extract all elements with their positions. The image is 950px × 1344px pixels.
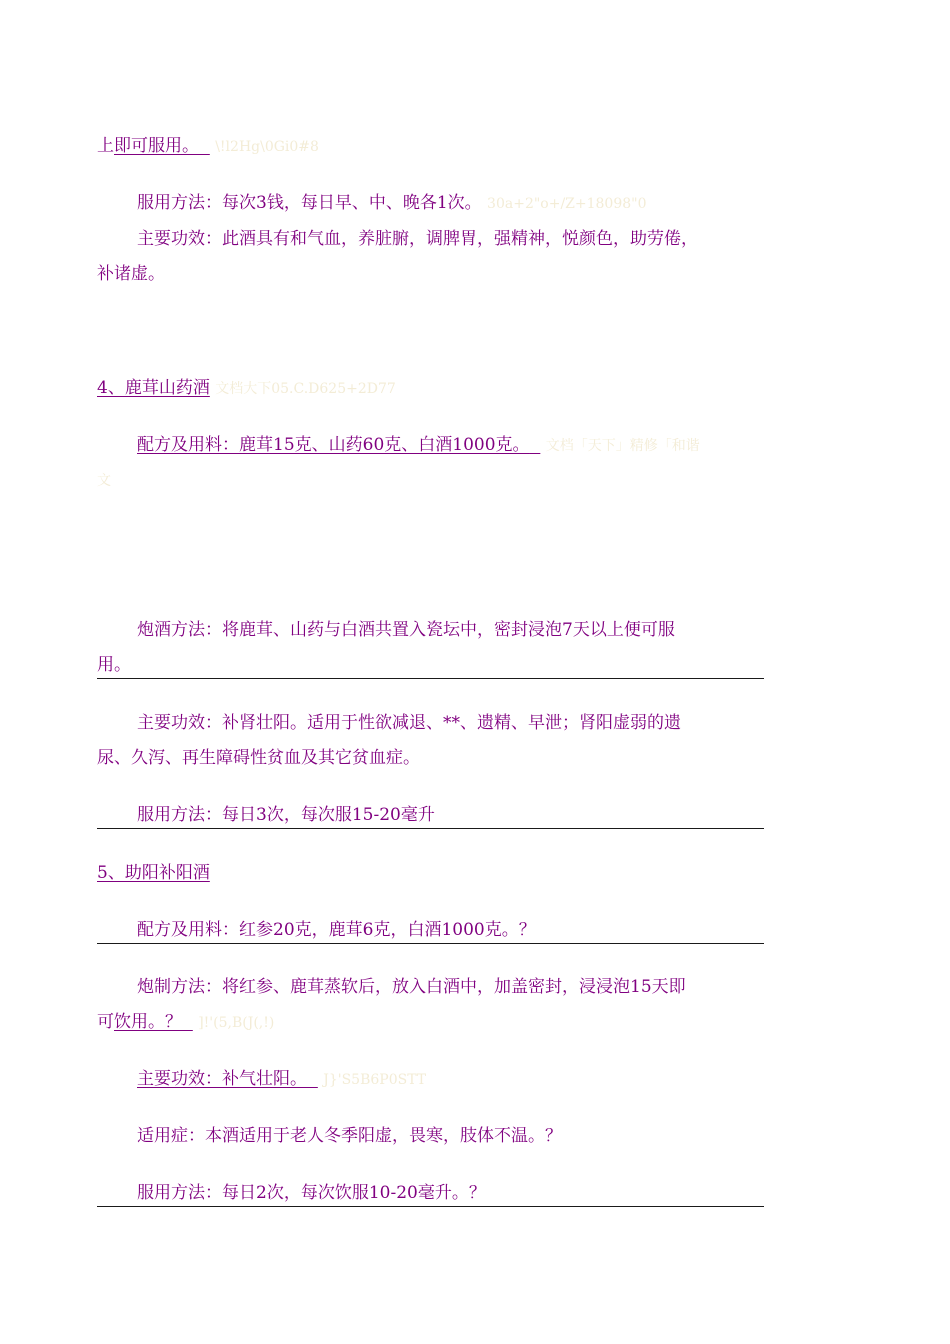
- line-1: [97, 135, 319, 158]
- line-2: [137, 192, 647, 215]
- line-10: 服用方法：每日3次，每次服15-20毫升: [137, 805, 435, 825]
- watermark-text: ]!'(5,B(J(,!): [198, 1015, 275, 1031]
- underlined-text: 饮用。？: [114, 1012, 182, 1032]
- line-15: 适用症：本酒适用于老人冬季阳虚，畏寒，肢体不温。？: [137, 1126, 562, 1146]
- line-12: 炮制方法：将红参、鹿茸蒸软后，放入白酒中，加盖密封，浸浸泡15天即: [137, 977, 686, 997]
- horizontal-rule: [97, 1206, 764, 1207]
- text-fragment: 可: [97, 1012, 114, 1032]
- line-6: 炮酒方法：将鹿茸、山药与白酒共置入瓷坛中，密封浸泡7天以上便可服: [137, 620, 675, 640]
- underlined-text: 即可服用。: [114, 136, 199, 156]
- line-9: 尿、久泻、再生障碍性贫血及其它贫血症。: [97, 748, 420, 768]
- line-3: 主要功效：此酒具有和气血，养脏腑，调脾胃，强精神，悦颜色，助劳倦，: [137, 229, 698, 249]
- effect-text: 主要功效：补气壮阳。: [137, 1069, 307, 1089]
- line-4: 补诸虚。: [97, 264, 165, 284]
- section-heading-5: [97, 862, 210, 884]
- line-5: [137, 434, 700, 457]
- horizontal-rule: [97, 828, 764, 829]
- line-8: 主要功效：补肾壮阳。适用于性欲减退、**、遗精、早泄；肾阳虚弱的遗: [137, 713, 681, 733]
- horizontal-rule: [97, 678, 764, 679]
- horizontal-rule: [97, 943, 764, 944]
- watermark-text: 文档「天下」精修「和谐: [545, 438, 700, 454]
- usage-text: 服用方法：每次3钱，每日早、中、晚各1次。: [137, 193, 482, 213]
- watermark-text: J}'S5B6P0STT: [323, 1072, 427, 1088]
- line-11: 配方及用料：红参20克，鹿茸6克，白酒1000克。？: [137, 920, 536, 940]
- recipe-text: 配方及用料：鹿茸15克、山药60克、白酒1000克。: [137, 435, 530, 455]
- line-16: 服用方法：每日2次，每次饮服10-20毫升。？: [137, 1183, 486, 1203]
- heading-text: 4、鹿茸山药酒: [97, 378, 210, 398]
- line-7: 用。: [97, 655, 131, 675]
- watermark-text: 文档大下05.C.D625+2D77: [215, 381, 396, 397]
- heading-text: 5、助阳补阳酒: [97, 863, 210, 883]
- watermark-text: 文: [97, 473, 111, 489]
- line-13: [97, 1011, 274, 1034]
- watermark-text: \!l2Hg\0Gi0#8: [215, 139, 319, 155]
- text-fragment: 上: [97, 136, 114, 156]
- line-14: [137, 1068, 426, 1091]
- section-heading-4: [97, 377, 396, 400]
- watermark-text: 30a+2"o+/Z+18098"0: [487, 196, 647, 212]
